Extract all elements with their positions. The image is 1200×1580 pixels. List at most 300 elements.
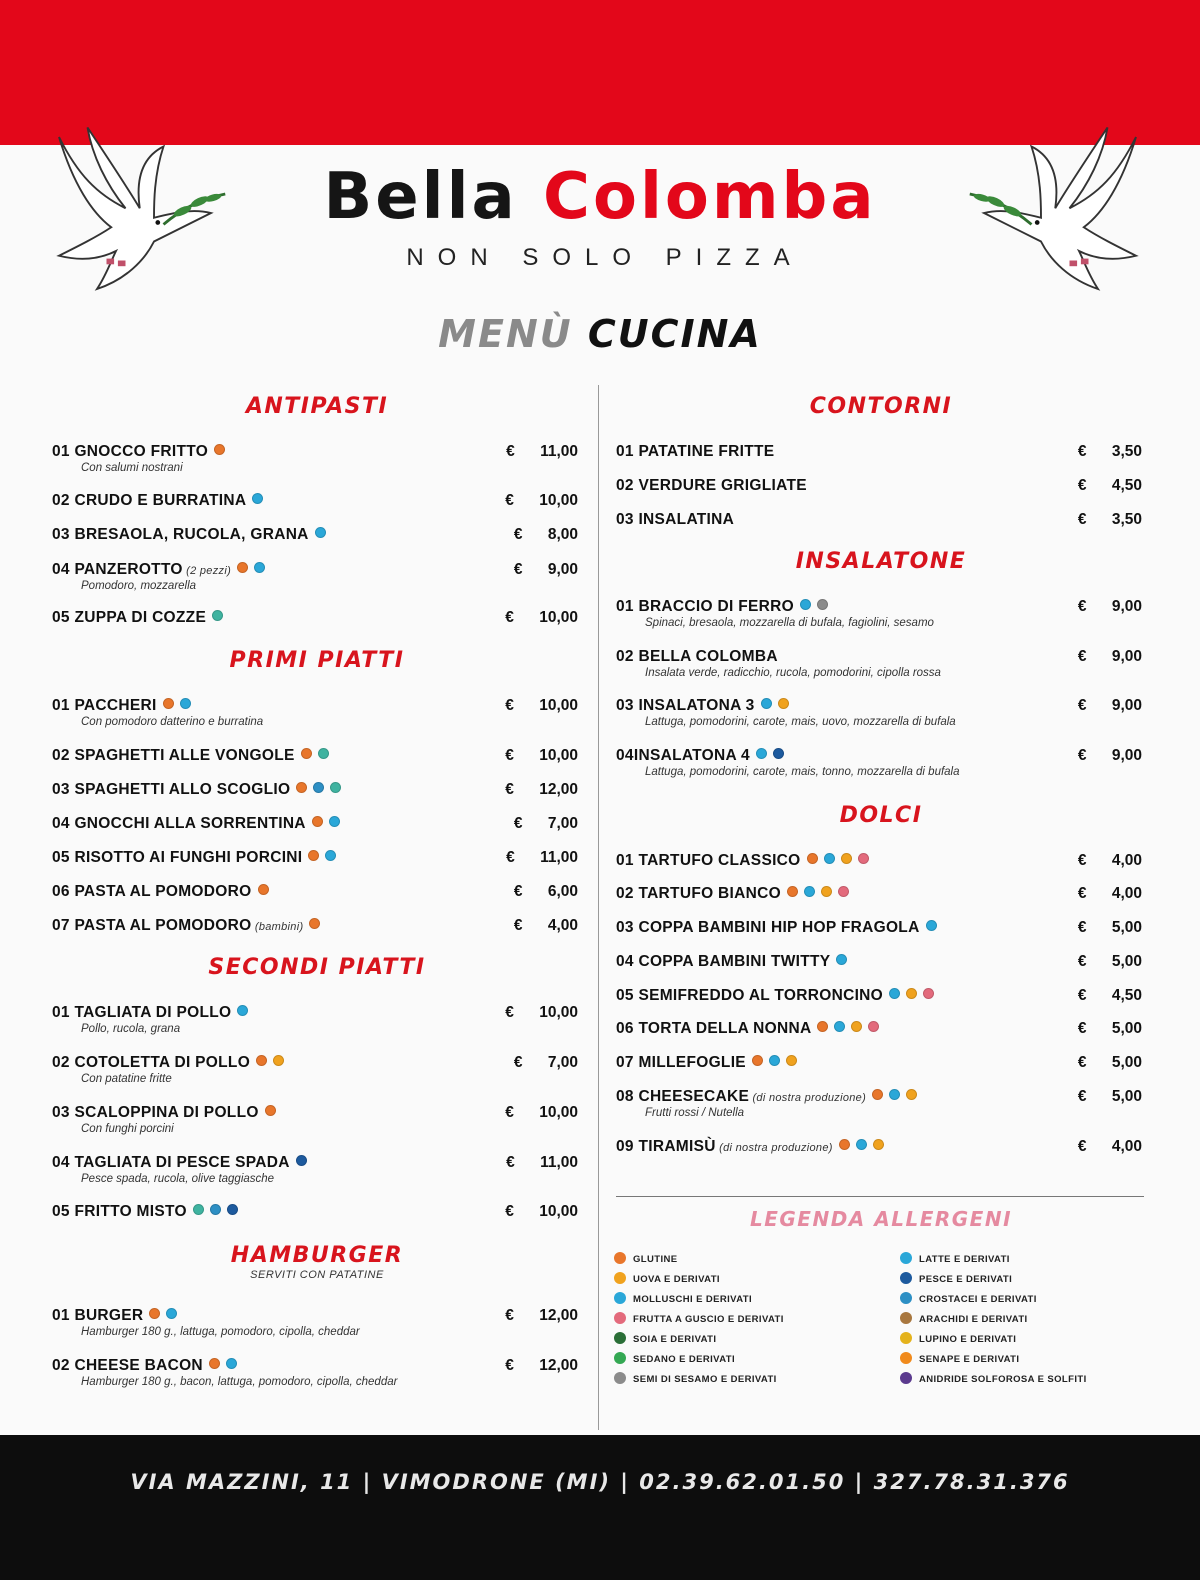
legend-label: LUPINO E DERIVATI [919,1334,1017,1345]
legend-item [900,1252,1010,1265]
legend-label: GLUTINE [633,1254,678,1265]
item-name [616,987,934,1005]
price-value: 9,00 [547,561,578,578]
item-price [505,697,578,715]
currency-symbol: € [505,609,514,626]
item-name [616,885,849,903]
item-note: (2 pezzi) [182,565,232,577]
item-label: 02 CRUDO E BURRATINA [52,492,247,509]
price-value: 4,00 [1111,1138,1142,1155]
item-price [1078,919,1142,937]
legend-item [900,1272,1012,1285]
allergen-frutta-icon [858,853,869,864]
allergen-latte-icon [252,493,263,504]
allergen-pesce-icon [773,748,784,759]
item-price [506,443,578,461]
menu-item [52,561,582,601]
allergen-latte-icon [889,1089,900,1100]
allergen-glutine-icon [839,1139,850,1150]
legend-item [900,1352,1019,1365]
peanut-icon [900,1312,912,1324]
item-name [52,1203,238,1221]
item-label: 06 TORTA DELLA NONNA [616,1020,812,1037]
price-value: 10,00 [539,1104,578,1121]
item-price [1078,477,1142,495]
currency-symbol: € [513,917,523,934]
lupin-icon [900,1332,912,1344]
allergen-latte-icon [856,1139,867,1150]
item-label: 01 BRACCIO DI FERRO [616,598,794,615]
sesame-icon [614,1372,626,1384]
item-name [52,492,263,510]
menu-item [616,1138,1146,1178]
price-value: 7,00 [547,815,578,832]
item-label: 04INSALATONA 4 [616,747,750,764]
allergen-latte-icon [237,1005,248,1016]
allergen-crostacei-icon [210,1204,221,1215]
item-label: 05 RISOTTO AI FUNGHI PORCINI [52,849,303,866]
currency-symbol: € [1077,443,1087,460]
allergen-glutine-icon [787,886,798,897]
allergen-glutine-icon [872,1089,883,1100]
price-value: 5,00 [1111,1020,1142,1037]
item-price [1078,1020,1142,1038]
item-label: 03 INSALATONA 3 [616,697,755,714]
item-label: 02 SPAGHETTI ALLE VONGOLE [52,747,295,764]
menu-item [616,697,1146,737]
item-name [52,849,336,867]
allergen-glutine-icon [296,782,307,793]
item-label: 04 COPPA BAMBINI TWITTY [616,953,831,970]
legend-label: ANIDRIDE SOLFOROSA E SOLFITI [919,1374,1087,1385]
allergen-glutine-icon [258,884,269,895]
item-name [616,852,869,870]
price-value: 11,00 [540,1154,578,1171]
legend-item [614,1292,752,1305]
allergen-latte-icon [315,527,326,538]
menu-item [52,1054,582,1094]
item-description: Frutti rossi / Nutella [645,1107,745,1119]
menu-item [616,598,1146,638]
allergen-glutine-icon [817,1021,828,1032]
price-value: 10,00 [539,1203,578,1220]
price-value: 4,00 [1111,852,1142,869]
menu-item [52,1104,582,1144]
item-description: Con funghi porcini [81,1123,174,1135]
currency-symbol: € [1077,953,1087,970]
legend-divider [616,1196,1144,1197]
mustard-icon [900,1352,912,1364]
item-price [505,1307,578,1325]
brand-word-2: Colomba [543,160,877,234]
item-name [616,1054,797,1072]
item-description: Con pomodoro datterino e burratina [81,716,264,728]
currency-symbol: € [1077,1054,1087,1071]
menu-title-part-1: MENÙ [438,312,573,356]
allergen-glutine-icon [209,1358,220,1369]
item-name [616,511,734,529]
currency-symbol: € [505,1104,514,1121]
currency-symbol: € [513,815,523,832]
item-name [52,747,329,765]
allergen-pesce-icon [296,1155,307,1166]
item-label: 01 PACCHERI [52,697,157,714]
price-value: 4,00 [547,917,578,934]
item-label: 03 SPAGHETTI ALLO SCOGLIO [52,781,291,798]
allergen-latte-icon [325,850,336,861]
item-label: 02 BELLA COLOMBA [616,648,778,665]
item-price [1078,1138,1142,1156]
price-value: 6,00 [547,883,578,900]
item-name [52,526,326,544]
allergen-latte-icon [926,920,937,931]
currency-symbol: € [1077,697,1087,714]
currency-symbol: € [505,1004,514,1021]
menu-item [52,609,582,649]
allergen-glutine-icon [214,444,225,455]
item-name [616,953,847,971]
item-name [616,648,778,666]
allergen-latte-icon [800,599,811,610]
item-description: Spinaci, bresaola, mozzarella di bufala, fagiolini, sesamo [645,617,934,629]
item-label: 04 TAGLIATA DI PESCE SPADA [52,1154,290,1171]
currency-symbol: € [513,1054,523,1071]
legend-item [614,1272,720,1285]
price-value: 12,00 [539,1357,578,1374]
allergen-uova-icon [841,853,852,864]
item-price [1078,1054,1142,1072]
currency-symbol: € [1077,747,1087,764]
item-name [616,477,807,495]
legend-item [900,1332,1016,1345]
legend-label: UOVA E DERIVATI [633,1274,720,1285]
legend-item [614,1252,678,1265]
menu-item [52,1203,582,1243]
item-price [514,1054,578,1072]
section-title-dolci: DOLCI [839,803,923,828]
currency-symbol: € [1077,1138,1087,1155]
legend-label: SEDANO E DERIVATI [633,1354,735,1365]
item-name [616,747,784,765]
allergen-frutta-icon [868,1021,879,1032]
price-value: 7,00 [547,1054,578,1071]
currency-symbol: € [513,561,523,578]
item-label: 04 PANZEROTTO [52,561,183,578]
allergen-mollusco_green-icon [318,748,329,759]
menu-item [52,1307,582,1347]
item-name [52,1154,307,1172]
price-value: 11,00 [540,443,578,460]
legend-label: SEMI DI SESAMO E DERIVATI [633,1374,777,1385]
shell-icon [614,1292,626,1304]
brand-name [0,162,1200,232]
price-value: 9,00 [1111,697,1142,714]
currency-symbol: € [513,526,523,543]
item-description: Insalata verde, radicchio, rucola, pomodorini, cipolla rossa [645,667,941,679]
item-label: 02 TARTUFO BIANCO [616,885,781,902]
price-value: 3,50 [1111,511,1142,528]
legend-label: SOIA E DERIVATI [633,1334,717,1345]
allergen-latte-icon [254,562,265,573]
currency-symbol: € [513,883,523,900]
allergen-glutine-icon [163,698,174,709]
price-value: 5,00 [1111,1054,1142,1071]
item-label: 04 GNOCCHI ALLA SORRENTINA [52,815,306,832]
allergen-glutine-icon [807,853,818,864]
menu-item [616,747,1146,787]
legend-item [614,1312,784,1325]
item-price [1078,987,1142,1005]
item-price [1078,697,1142,715]
item-label: 03 INSALATINA [616,511,735,528]
item-price [505,1104,578,1122]
menu-item [52,697,582,737]
legend-item [614,1332,716,1345]
item-name [616,443,774,461]
legend-item [900,1292,1037,1305]
menu-item [616,648,1146,688]
item-price [505,1203,578,1221]
item-name [52,1357,237,1375]
item-description: Pollo, rucola, grana [81,1023,181,1035]
item-name [52,443,225,461]
item-price [514,561,578,579]
item-label: 09 TIRAMISÙ [616,1138,716,1155]
allergen-glutine-icon [752,1055,763,1066]
menu-title-part-2: CUCINA [587,312,762,356]
item-description: Lattuga, pomodorini, carote, mais, tonno, mozzarella di bufala [645,766,960,778]
crustacean-icon [900,1292,912,1304]
price-value: 11,00 [540,849,578,866]
item-price [514,526,578,544]
allergen-glutine-icon [312,816,323,827]
milk-icon [900,1252,912,1264]
item-label: 03 BRESAOLA, RUCOLA, GRANA [52,526,309,543]
item-name [52,917,320,935]
allergen-uova-icon [906,1089,917,1100]
menu-item [52,526,582,566]
item-name [52,1307,177,1325]
price-value: 9,00 [1111,648,1142,665]
currency-symbol: € [506,849,515,866]
allergen-uova-icon [873,1139,884,1150]
allergen-uova-icon [851,1021,862,1032]
item-name [52,609,223,627]
item-note: (di nostra produzione) [749,1092,867,1104]
menu-item [616,511,1146,551]
legend-label: LATTE E DERIVATI [919,1254,1010,1265]
currency-symbol: € [1077,648,1087,665]
currency-symbol: € [505,1357,514,1374]
footer-band [0,1435,1200,1580]
currency-symbol: € [1077,885,1087,902]
item-label: 02 COTOLETTA DI POLLO [52,1054,251,1071]
item-name [52,815,340,833]
item-label: 02 CHEESE BACON [52,1357,203,1374]
currency-symbol: € [505,747,514,764]
allergen-glutine-icon [301,748,312,759]
legend-title: LEGENDA ALLERGENI [749,1207,1013,1231]
price-value: 8,00 [547,526,578,543]
item-price [1078,747,1142,765]
price-value: 12,00 [539,781,578,798]
legend-label: SENAPE E DERIVATI [919,1354,1020,1365]
item-label: 07 MILLEFOGLIE [616,1054,746,1071]
legend-item [900,1312,1028,1325]
item-price [514,883,578,901]
item-description: Hamburger 180 g., lattuga, pomodoro, cipolla, cheddar [81,1326,360,1338]
price-value: 5,00 [1111,953,1142,970]
allergen-uova-icon [273,1055,284,1066]
legend-item [614,1372,777,1385]
legend-item [900,1372,1087,1385]
item-label: 01 TAGLIATA DI POLLO [52,1004,232,1021]
allergen-uova-icon [778,698,789,709]
item-label: 08 CHEESECAKE [616,1088,750,1105]
item-price [1078,648,1142,666]
item-note: (bambini) [251,921,304,933]
item-price [505,781,578,799]
legend-label: FRUTTA A GUSCIO E DERIVATI [633,1314,784,1325]
currency-symbol: € [1077,852,1087,869]
menu-item [52,917,582,957]
allergen-latte-icon [834,1021,845,1032]
item-description: Hamburger 180 g., bacon, lattuga, pomodoro, cipolla, cheddar [81,1376,398,1388]
item-description: Con salumi nostrani [81,462,183,474]
menu-item [52,1357,582,1397]
allergen-latte-icon [329,816,340,827]
legend-label: ARACHIDI E DERIVATI [919,1314,1028,1325]
item-name [616,1088,917,1106]
item-label: 06 PASTA AL POMODORO [52,883,252,900]
item-label: 07 PASTA AL POMODORO [52,917,252,934]
section-title-secondi: SECONDI PIATTI [208,955,426,980]
currency-symbol: € [505,1203,514,1220]
price-value: 10,00 [539,697,578,714]
currency-symbol: € [1077,477,1087,494]
price-value: 5,00 [1111,919,1142,936]
item-name [616,1138,884,1156]
currency-symbol: € [505,1307,514,1324]
egg-icon [614,1272,626,1284]
allergen-latte-icon [824,853,835,864]
currency-symbol: € [506,1154,515,1171]
item-price [1078,885,1142,903]
wheat-icon [614,1252,626,1264]
currency-symbol: € [1077,1020,1087,1037]
menu-item [616,1088,1146,1128]
allergen-frutta-icon [838,886,849,897]
price-value: 12,00 [539,1307,578,1324]
allergen-latte-icon [756,748,767,759]
item-label: 01 GNOCCO FRITTO [52,443,209,460]
item-name [52,1004,248,1022]
item-price [1078,598,1142,616]
item-description: Pesce spada, rucola, olive taggiasche [81,1173,275,1185]
item-price [1078,953,1142,971]
allergen-mollusco_green-icon [193,1204,204,1215]
item-price [514,917,578,935]
item-name [616,598,828,616]
legend-label: PESCE E DERIVATI [919,1274,1013,1285]
allergen-glutine-icon [309,918,320,929]
item-description: Lattuga, pomodorini, carote, mais, uovo, mozzarella di bufala [645,716,956,728]
legend-label: CROSTACEI E DERIVATI [919,1294,1037,1305]
allergen-uova-icon [786,1055,797,1066]
allergen-glutine-icon [256,1055,267,1066]
allergen-latte-icon [769,1055,780,1066]
currency-symbol: € [505,492,514,509]
item-name [52,1054,284,1072]
item-price [506,1154,578,1172]
item-name [52,883,269,901]
section-title-antipasti: ANTIPASTI [245,394,389,419]
legend-label: MOLLUSCHI E DERIVATI [633,1294,753,1305]
item-price [506,849,578,867]
allergen-glutine-icon [308,850,319,861]
allergen-latte-icon [166,1308,177,1319]
allergen-latte-icon [180,698,191,709]
item-price [505,492,578,510]
allergen-uova-icon [821,886,832,897]
price-value: 10,00 [539,747,578,764]
menu-item [52,443,582,483]
item-price [514,815,578,833]
currency-symbol: € [505,697,514,714]
item-description: Con patatine fritte [81,1073,172,1085]
allergen-frutta-icon [923,988,934,999]
legend-item [614,1352,735,1365]
allergen-uova-icon [906,988,917,999]
item-name [52,1104,276,1122]
column-divider [598,385,599,1430]
price-value: 4,00 [1111,885,1142,902]
item-label: 05 FRITTO MISTO [52,1203,187,1220]
item-price [505,1357,578,1375]
item-label: 05 ZUPPA DI COZZE [52,609,207,626]
allergen-latte-icon [761,698,772,709]
allergen-mollusco_green-icon [212,610,223,621]
item-name [616,1020,879,1038]
item-price [1078,443,1142,461]
allergen-sesamo-icon [817,599,828,610]
item-name [616,919,937,937]
price-value: 10,00 [539,609,578,626]
item-price [505,1004,578,1022]
price-value: 4,50 [1111,477,1142,494]
currency-symbol: € [1077,919,1087,936]
soy-icon [614,1332,626,1344]
fish-icon [900,1272,912,1284]
item-price [505,747,578,765]
nut-icon [614,1312,626,1324]
allergen-pesce-icon [227,1204,238,1215]
currency-symbol: € [1077,598,1087,615]
item-label: 01 PATATINE FRITTE [616,443,775,460]
item-label: 03 SCALOPPINA DI POLLO [52,1104,259,1121]
sulphite-icon [900,1372,912,1384]
item-label: 02 VERDURE GRIGLIATE [616,477,807,494]
allergen-glutine-icon [265,1105,276,1116]
item-price [1078,511,1142,529]
item-name [52,561,265,579]
allergen-glutine-icon [237,562,248,573]
allergen-latte-icon [226,1358,237,1369]
menu-title [0,312,1200,356]
price-value: 9,00 [1111,598,1142,615]
item-name [52,697,191,715]
allergen-latte-icon [804,886,815,897]
